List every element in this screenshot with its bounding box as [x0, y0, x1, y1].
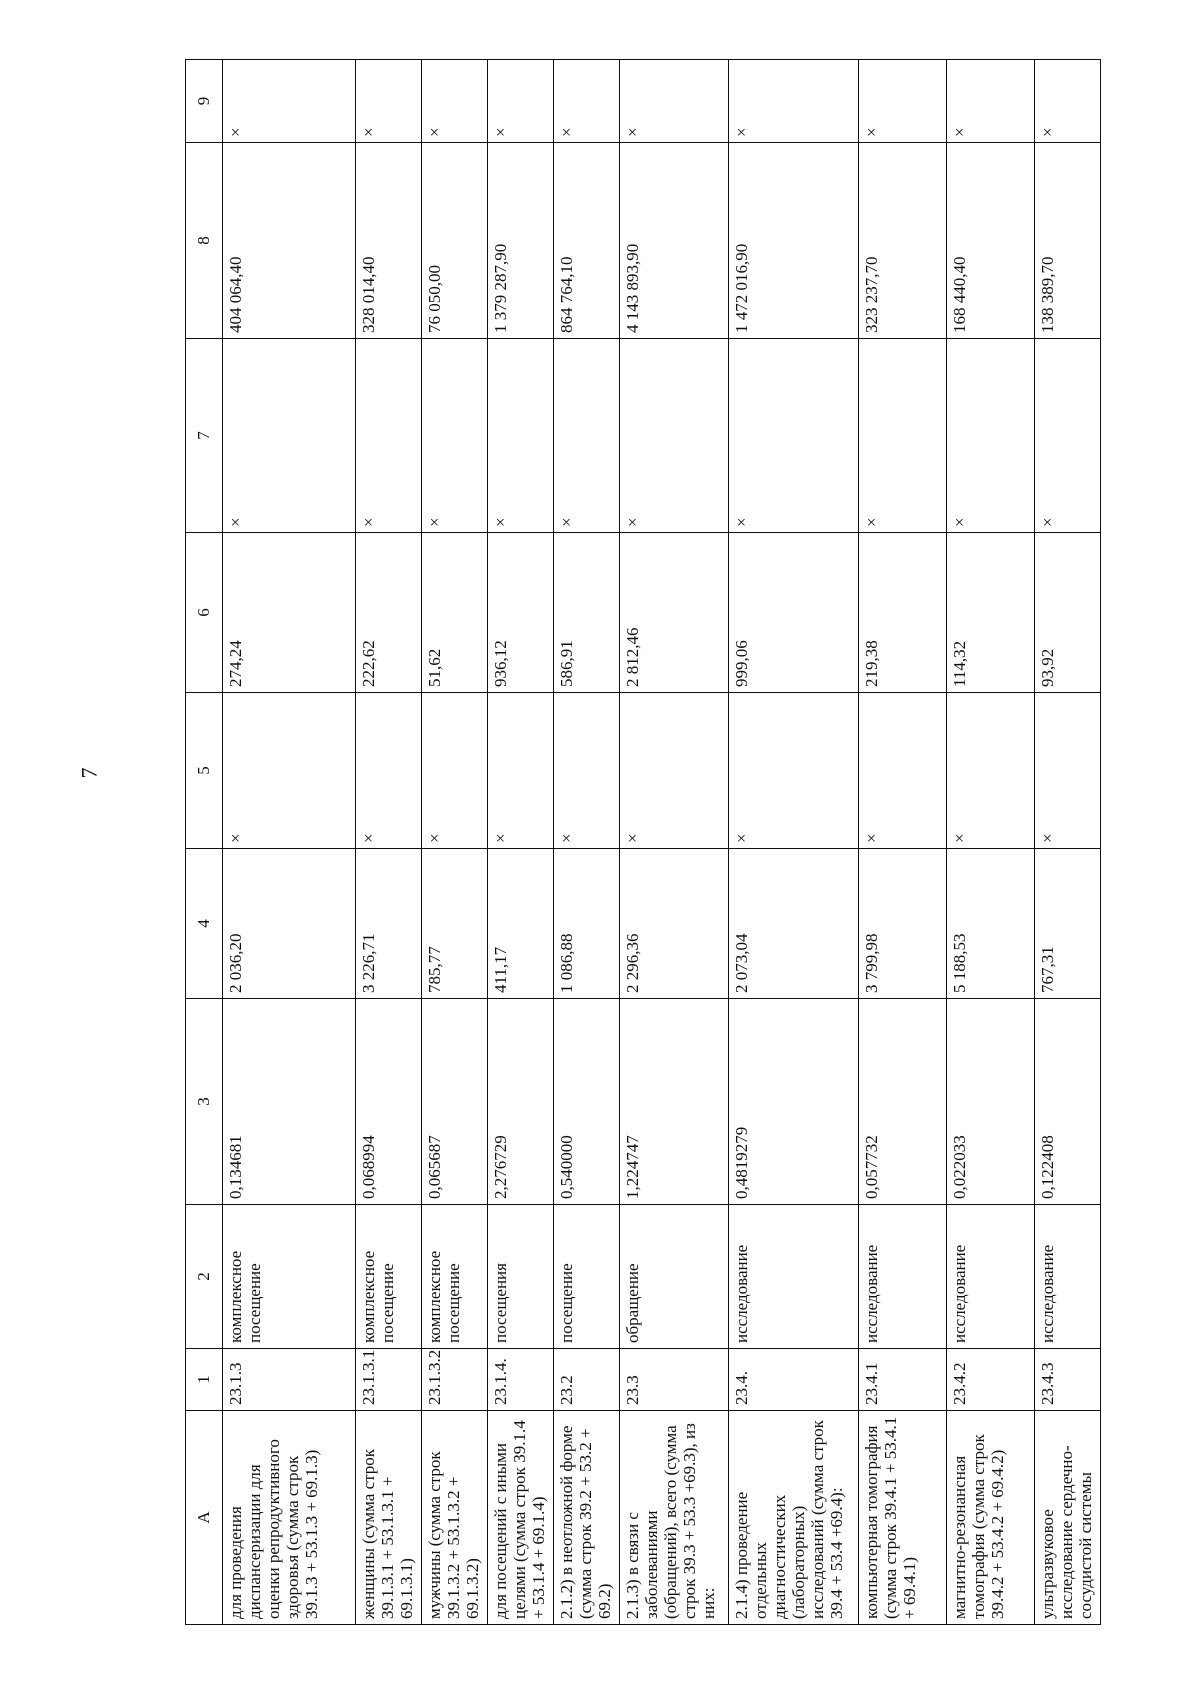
- value-cell: ×: [729, 339, 859, 533]
- table-row: [422, 60, 488, 1625]
- table-row: [356, 60, 422, 1625]
- value-cell: ×: [729, 60, 859, 143]
- row-label: мужчины (сумма строк 39.1.3.2 + 53.1.3.2 + 69.1.3.2): [422, 1411, 488, 1625]
- row-code: 23.4.: [729, 1349, 859, 1411]
- value-cell: 2 036,20: [223, 849, 356, 999]
- header-cell: A: [186, 1411, 223, 1625]
- row-label: 2.1.4) проведение отдельных диагностических (лабораторных) исследований (сумма строк 39.4 + 53.4 +69.4):: [729, 1411, 859, 1625]
- table-row: [947, 60, 1035, 1625]
- value-cell: 5 188,53: [947, 849, 1035, 999]
- value-cell: 222,62: [356, 533, 422, 693]
- value-cell: 3 226,71: [356, 849, 422, 999]
- row-label: ультразвуковое исследование сердечно-сосудистой системы: [1035, 1411, 1101, 1625]
- value-cell: 999,06: [729, 533, 859, 693]
- row-code: 23.4.2: [947, 1349, 1035, 1411]
- unit-cell: исследование: [729, 1205, 859, 1349]
- value-cell: ×: [356, 60, 422, 143]
- value-cell: ×: [422, 339, 488, 533]
- value-cell: 3 799,98: [859, 849, 947, 999]
- unit-cell: посещение: [554, 1205, 620, 1349]
- row-label: женщины (сумма строк 39.1.3.1 + 53.1.3.1 + 69.1.3.1): [356, 1411, 422, 1625]
- value-cell: ×: [488, 693, 554, 849]
- value-cell: ×: [1035, 339, 1101, 533]
- row-label: для проведения диспансеризации для оценки репродуктивного здоровья (сумма строк 39.1.3 + 53.1.3 + 69.1.3): [223, 1411, 356, 1625]
- value-cell: 0,068994: [356, 999, 422, 1205]
- value-cell: 2 073,04: [729, 849, 859, 999]
- value-cell: ×: [223, 60, 356, 143]
- row-code: 23.2: [554, 1349, 620, 1411]
- value-cell: 0,122408: [1035, 999, 1101, 1205]
- value-cell: 2 812,46: [620, 533, 729, 693]
- header-cell: 3: [186, 999, 223, 1205]
- table-row: [554, 60, 620, 1625]
- value-cell: ×: [554, 693, 620, 849]
- value-cell: 4 143 893,90: [620, 143, 729, 339]
- header-cell: 2: [186, 1205, 223, 1349]
- value-cell: 411,17: [488, 849, 554, 999]
- row-code: 23.4.3: [1035, 1349, 1101, 1411]
- header-cell: 5: [186, 693, 223, 849]
- value-cell: ×: [554, 60, 620, 143]
- value-cell: 138 389,70: [1035, 143, 1101, 339]
- value-cell: ×: [620, 60, 729, 143]
- unit-cell: исследование: [947, 1205, 1035, 1349]
- header-cell: 6: [186, 533, 223, 693]
- value-cell: 0,065687: [422, 999, 488, 1205]
- header-row: [186, 60, 223, 1625]
- row-code: 23.3: [620, 1349, 729, 1411]
- value-cell: 1,224747: [620, 999, 729, 1205]
- table-row: [729, 60, 859, 1625]
- table-row: [488, 60, 554, 1625]
- value-cell: 1 086,88: [554, 849, 620, 999]
- table-wrapper: [185, 60, 1096, 1625]
- value-cell: ×: [422, 60, 488, 143]
- value-cell: 76 050,00: [422, 143, 488, 339]
- value-cell: 586,91: [554, 533, 620, 693]
- value-cell: 51,62: [422, 533, 488, 693]
- unit-cell: исследование: [1035, 1205, 1101, 1349]
- value-cell: 2 296,36: [620, 849, 729, 999]
- row-code: 23.1.3: [223, 1349, 356, 1411]
- unit-cell: посещения: [488, 1205, 554, 1349]
- header-cell: 8: [186, 143, 223, 339]
- table-row: [223, 60, 356, 1625]
- value-cell: 168 440,40: [947, 143, 1035, 339]
- row-label: компьютерная томография (сумма строк 39.4.1 + 53.4.1 + 69.4.1): [859, 1411, 947, 1625]
- value-cell: 0,134681: [223, 999, 356, 1205]
- data-table: [185, 59, 1101, 1625]
- value-cell: ×: [223, 693, 356, 849]
- value-cell: 114,32: [947, 533, 1035, 693]
- row-code: 23.1.3.1: [356, 1349, 422, 1411]
- value-cell: ×: [859, 60, 947, 143]
- value-cell: 864 764,10: [554, 143, 620, 339]
- value-cell: 2,276729: [488, 999, 554, 1205]
- header-cell: 4: [186, 849, 223, 999]
- value-cell: 936,12: [488, 533, 554, 693]
- value-cell: ×: [356, 339, 422, 533]
- value-cell: ×: [554, 339, 620, 533]
- table-row: [620, 60, 729, 1625]
- row-code: 23.1.3.2: [422, 1349, 488, 1411]
- value-cell: 0,057732: [859, 999, 947, 1205]
- value-cell: 0,540000: [554, 999, 620, 1205]
- value-cell: ×: [1035, 693, 1101, 849]
- value-cell: 767,31: [1035, 849, 1101, 999]
- table-row: [1035, 60, 1101, 1625]
- value-cell: ×: [947, 693, 1035, 849]
- value-cell: 1 472 016,90: [729, 143, 859, 339]
- row-label: 2.1.2) в неотложной форме (сумма строк 39.2 + 53.2 + 69.2): [554, 1411, 620, 1625]
- row-label: магнитно-резонансная томография (сумма строк 39.4.2 + 53.4.2 + 69.4.2): [947, 1411, 1035, 1625]
- value-cell: 0,022033: [947, 999, 1035, 1205]
- header-cell: 1: [186, 1349, 223, 1411]
- value-cell: ×: [859, 693, 947, 849]
- value-cell: ×: [488, 339, 554, 533]
- value-cell: 323 237,70: [859, 143, 947, 339]
- value-cell: 328 014,40: [356, 143, 422, 339]
- value-cell: 0,4819279: [729, 999, 859, 1205]
- value-cell: 1 379 287,90: [488, 143, 554, 339]
- value-cell: ×: [356, 693, 422, 849]
- value-cell: ×: [947, 60, 1035, 143]
- value-cell: ×: [422, 693, 488, 849]
- value-cell: ×: [488, 60, 554, 143]
- value-cell: 274,24: [223, 533, 356, 693]
- value-cell: 93,92: [1035, 533, 1101, 693]
- value-cell: 404 064,40: [223, 143, 356, 339]
- value-cell: ×: [859, 339, 947, 533]
- value-cell: ×: [729, 693, 859, 849]
- row-code: 23.4.1: [859, 1349, 947, 1411]
- table-row: [859, 60, 947, 1625]
- rotated-table-container: [185, 60, 1096, 1625]
- value-cell: 785,77: [422, 849, 488, 999]
- unit-cell: обращение: [620, 1205, 729, 1349]
- row-label: для посещений с иными целями (сумма строк 39.1.4 + 53.1.4 + 69.1.4): [488, 1411, 554, 1625]
- unit-cell: комплексное посещение: [422, 1205, 488, 1349]
- value-cell: 219,38: [859, 533, 947, 693]
- unit-cell: комплексное посещение: [356, 1205, 422, 1349]
- row-code: 23.1.4.: [488, 1349, 554, 1411]
- unit-cell: исследование: [859, 1205, 947, 1349]
- header-cell: 7: [186, 339, 223, 533]
- value-cell: ×: [1035, 60, 1101, 143]
- page-number: 7: [76, 767, 102, 779]
- value-cell: ×: [947, 339, 1035, 533]
- value-cell: ×: [620, 339, 729, 533]
- row-label: 2.1.3) в связи с заболеваниями (обращений), всего (сумма строк 39.3 + 53.3 +69.3), из них:: [620, 1411, 729, 1625]
- unit-cell: комплексное посещение: [223, 1205, 356, 1349]
- header-cell: 9: [186, 60, 223, 143]
- value-cell: ×: [620, 693, 729, 849]
- value-cell: ×: [223, 339, 356, 533]
